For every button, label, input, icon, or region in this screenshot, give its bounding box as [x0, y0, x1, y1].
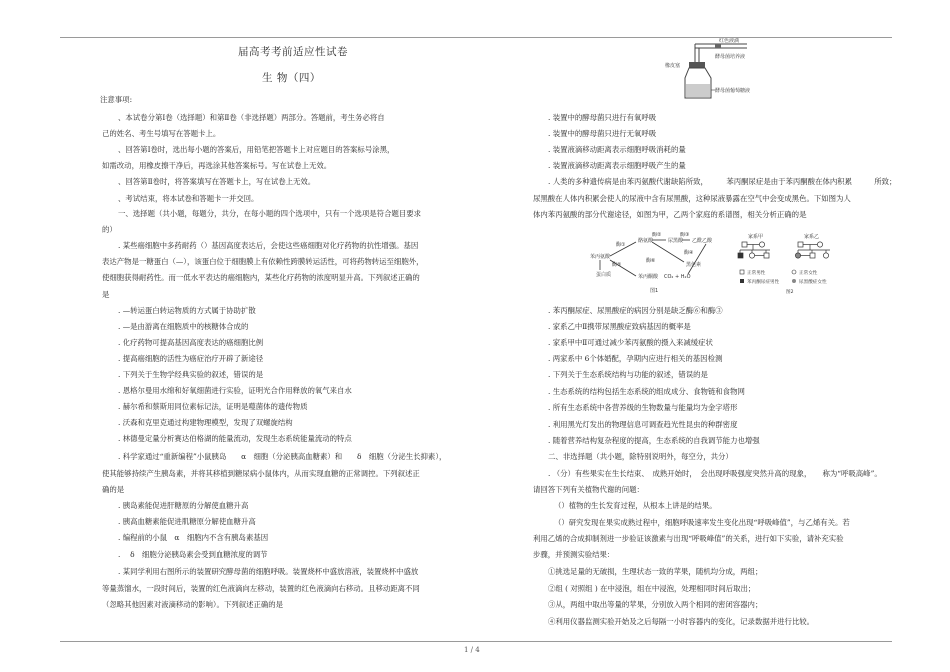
left-text-line: . 编程前的小鼠 α 细胞内不含有胰岛素基因 [118, 533, 269, 542]
left-text-line: 己的姓名、考生号填写在答题卡上。 [102, 129, 221, 138]
left-text-line: （忽略其他因素对液滴移动的影响）。下列叙述正确的是 [102, 600, 284, 609]
legend-normal-female: 正常女性 [799, 271, 818, 276]
stopper-label: 橡皮塞 [665, 63, 681, 69]
right-text-line: . 所有生态系统中各营养级的生物数量与能量均为金字塔形 [548, 403, 738, 412]
left-text-line: 、考试结束，将本试卷和答题卡一并交回。 [118, 194, 259, 203]
rubber-stopper [689, 62, 705, 68]
right-text-line: . 家系乙中Ⅱ携带尿黑酸症致病基因的概率是 [548, 322, 691, 331]
flask-label: 酵母菌培养液 [715, 54, 746, 60]
left-text-line: . δ 细胞分泌胰岛素会受到血糖浓度的调节 [118, 550, 268, 559]
left-text-line: 、本试卷分第Ⅰ卷（选择题）和第Ⅱ卷（非选择题）两部分。答题前，考生务必将自 [118, 113, 385, 122]
right-text-line: ④利用仪器监测实验开始及之后每隔一小时容器内的变化，记录数据并进行比较。 [548, 617, 815, 626]
pathway-hga: 尿黑酸 [668, 238, 684, 244]
right-text-line: 请回答下列有关植物代谢的问题： [533, 485, 644, 494]
right-text-line: . 人类的多种遗传病是由苯丙氨酸代谢缺陷所致， 苯丙酮尿症是由于苯丙酮酸在体内积累 所致； [548, 177, 897, 186]
pathway-melanin: 黑色素 [686, 262, 702, 268]
legend-normal-male: 正常男性 [747, 271, 766, 276]
left-text-line: 、回答第Ⅱ卷时，将答案填写在答题卡上，写在试卷上无效。 [118, 177, 316, 186]
pathway-pyruvate: 苯丙酮酸 [638, 274, 659, 280]
left-text-line: 确的是 [102, 485, 125, 494]
right-text-line: （）植物的生长发育过程，从根本上讲是的结果。 [554, 501, 717, 510]
enzyme-6: 酶⑥ [646, 258, 656, 264]
pathway-co2: CO₂ + H₂O [664, 274, 691, 280]
pathway-tyrosine: 酪氨酸 [638, 238, 654, 244]
red-droplet [715, 44, 721, 48]
right-text-line: . 生态系统的结构包括生态系统的组成成分、食物链和食物网 [548, 387, 745, 396]
left-text-line: . 胰高血糖素能促进肌糖原分解使血糖升高 [118, 517, 256, 526]
left-text-line: 一、选择题（共小题，每题分，共分，在每小题的四个选项中，只有一个选项是符合题目要求 [118, 209, 422, 218]
bottom-rule [60, 641, 892, 642]
phenylalanine-pathway-figure [588, 232, 728, 296]
right-text-line: . （分）有些果实在生长结束、 成熟开始时， 会出现呼吸强度突然升高的现象， 称为“呼吸高峰”。 [548, 469, 882, 478]
left-text-line: 注意事项: [100, 95, 133, 104]
right-text-line: 利用乙烯的合成抑制剂进一步验证该激素与出现“呼吸峰值”的关系，进行如下实验，请补充实验 [533, 534, 844, 543]
enzyme-4: 酶④ [684, 250, 694, 256]
left-text-line: . 胰岛素能促进肝糖原的分解使血糖升高 [118, 501, 249, 510]
right-text-line: . 下列关于生态系统结构与功能的叙述，错误的是 [548, 370, 708, 379]
left-text-line: . 林德曼定量分析赛达伯格湖的能量流动，发现生态系统能量流动的特点 [118, 434, 352, 443]
top-rule [60, 37, 892, 38]
right-text-line: . 家系甲中Ⅱ可通过减少苯丙氨酸的摄入来减缓症状 [548, 338, 713, 347]
page-number: 1 / 4 [464, 646, 480, 654]
right-text-line: . 两家系中 6个体婚配，孕期内应进行相关的基因检测 [548, 354, 723, 363]
left-text-line: . —转运蛋白转运物质的方式属于协助扩散 [118, 306, 256, 315]
left-text-line: 如需改动，用橡皮擦干净后，再选涂其他答案标号。写在试卷上无效。 [102, 161, 332, 170]
right-text-line: . 利用黑光灯发出的物理信息可调查趋光性昆虫的种群密度 [548, 420, 738, 429]
left-text-line: 等量蒸馏水，一段时间后，装置的红色液滴向左移动，装置的红色液滴向右移动。且移动距离不同 [102, 584, 420, 593]
left-text-line: . 科学家通过“重新编程”小鼠胰岛 α 细胞（分泌胰高血糖素）和 δ 细胞（分泌生长抑素）， [118, 452, 447, 461]
exam-subtitle: 生 物（四） [262, 72, 321, 84]
pathway-acetoacetate: 乙酰乙酸 [692, 238, 713, 244]
legend-pku-male: 苯丙酮尿症男性 [747, 280, 780, 285]
left-text-line: 的） [102, 225, 117, 234]
left-text-line: . —是由游离在细胞质中的核糖体合成的 [118, 322, 249, 331]
right-text-line: . 装置液滴移动距离表示细胞呼吸消耗的量 [548, 145, 686, 154]
enzyme-3: 酶③ [680, 232, 690, 238]
figure-1-label: 图1 [650, 288, 659, 294]
legend-alkaptonuria-female: 尿黑酸症女性 [799, 280, 827, 285]
enzyme-5: 酶⑤ [612, 262, 622, 268]
family-b-label: 家系乙 [804, 234, 820, 240]
right-text-line: ①挑选足量的无破损，生理状态一致的苹果，随机均分成，两组； [548, 567, 763, 576]
right-text-line: . 随着营养结构复杂程度的提高，生态系统的自我调节能力也增强 [548, 436, 760, 445]
left-text-line: 使细胞获得耐药性。而一低水平表达的癌细胞内，某些化疗药物的浓度明显升高。下列叙述正确的 [102, 273, 420, 282]
respiration-apparatus-figure [655, 38, 765, 104]
left-text-line: . 化疗药物可提高基因高度表达的癌细胞比例 [118, 338, 264, 347]
enzyme-1: 酶① [616, 242, 626, 248]
enzyme-2: 酶② [652, 232, 662, 238]
left-text-line: . 赫尔希和蔡斯用同位素标记法，证明是噬菌体的遗传物质 [118, 402, 308, 411]
family-a-label: 家系甲 [748, 234, 764, 240]
right-text-line: . 装置中的酵母菌只进行无氧呼吸 [548, 129, 657, 138]
right-text-line: 体内苯丙氨酸的部分代谢途径，如图为甲，乙两个家庭的系谱图，相关分析正确的是 [533, 210, 807, 219]
left-text-line: . 某些癌细胞中多药耐药（）基因高度表达后，会使这些癌细胞对化疗药物的抗性增强。基因 [118, 241, 419, 250]
left-text-line: . 沃森和克里克通过构建物理模型，发现了双螺旋结构 [118, 418, 293, 427]
left-text-line: 、回答第Ⅰ卷时，选出每小题的答案后，用铅笔把答题卡上对应题目的答案标号涂黑， [118, 145, 395, 154]
right-text-line: . 装置液滴移动距离表示细胞呼吸产生的量 [548, 161, 686, 170]
left-text-line: . 某同学利用右图所示的装置研究酵母菌的细胞呼吸。装置烧杯中盛放溶液，装置烧杯中盛放 [118, 567, 419, 576]
right-text-line: 步骤，并预测实验结果： [533, 550, 615, 559]
left-text-line: . 恩格尔曼用水绵和好氧细菌进行实验，证明光合作用释放的氧气来自水 [118, 386, 352, 395]
right-text-line: 二、非选择题（共小题，除特别说明外，每空分，共分） [548, 452, 733, 461]
left-text-line: 是 [102, 290, 110, 299]
solution-label: 酵母菌葡萄糖液 [715, 88, 751, 94]
right-text-line: （）研究发现在果实成熟过程中，细胞呼吸速率发生变化出现“呼吸峰值”，与乙烯有关。若 [554, 518, 850, 527]
right-text-line: . 装置中的酵母菌只进行有氧呼吸 [548, 113, 657, 122]
right-text-line: ③从，两组中取出等量的苹果，分别放入两个相同的密闭容器内； [548, 600, 763, 609]
pathway-start: 苯丙氨酸 [590, 254, 611, 260]
left-text-line: . 下列关于生物学经典实验的叙述，错误的是 [118, 370, 264, 379]
left-text-line: 使其能够持续产生胰岛素，并将其移植到糖尿病小鼠体内，从而实现血糖的正常调控。下列叙述正 [102, 469, 420, 478]
exam-title: 届高考考前适应性试卷 [238, 46, 348, 58]
figure-2-label: 图2 [786, 290, 794, 295]
right-text-line: 尿黑酸在人体内积累会使人的尿液中含有尿黑酸，这种尿液暴露在空气中会变成黑色。下如图为人 [533, 194, 851, 203]
left-text-line: 表达产物是一糖蛋白（—），该蛋白位于细胞膜上有依赖性跨膜转运活性，可将药物转运至细胞外， [102, 257, 424, 266]
right-text-line: . 苯丙酮尿症、尿黑酸症的病因分别是缺乏酶⑥和酶③ [548, 306, 723, 315]
left-text-line: . 提高癌细胞的活性为癌症治疗开辟了新途径 [118, 354, 264, 363]
pathway-protein: 蛋白质 [596, 272, 612, 278]
tube-label: 红色液滴 [719, 38, 740, 44]
pedigree-figure [734, 232, 854, 298]
right-text-line: ②组 ( 对照组 ) 在中浸泡，组在中浸泡，处理相同时间后取出； [548, 584, 756, 593]
